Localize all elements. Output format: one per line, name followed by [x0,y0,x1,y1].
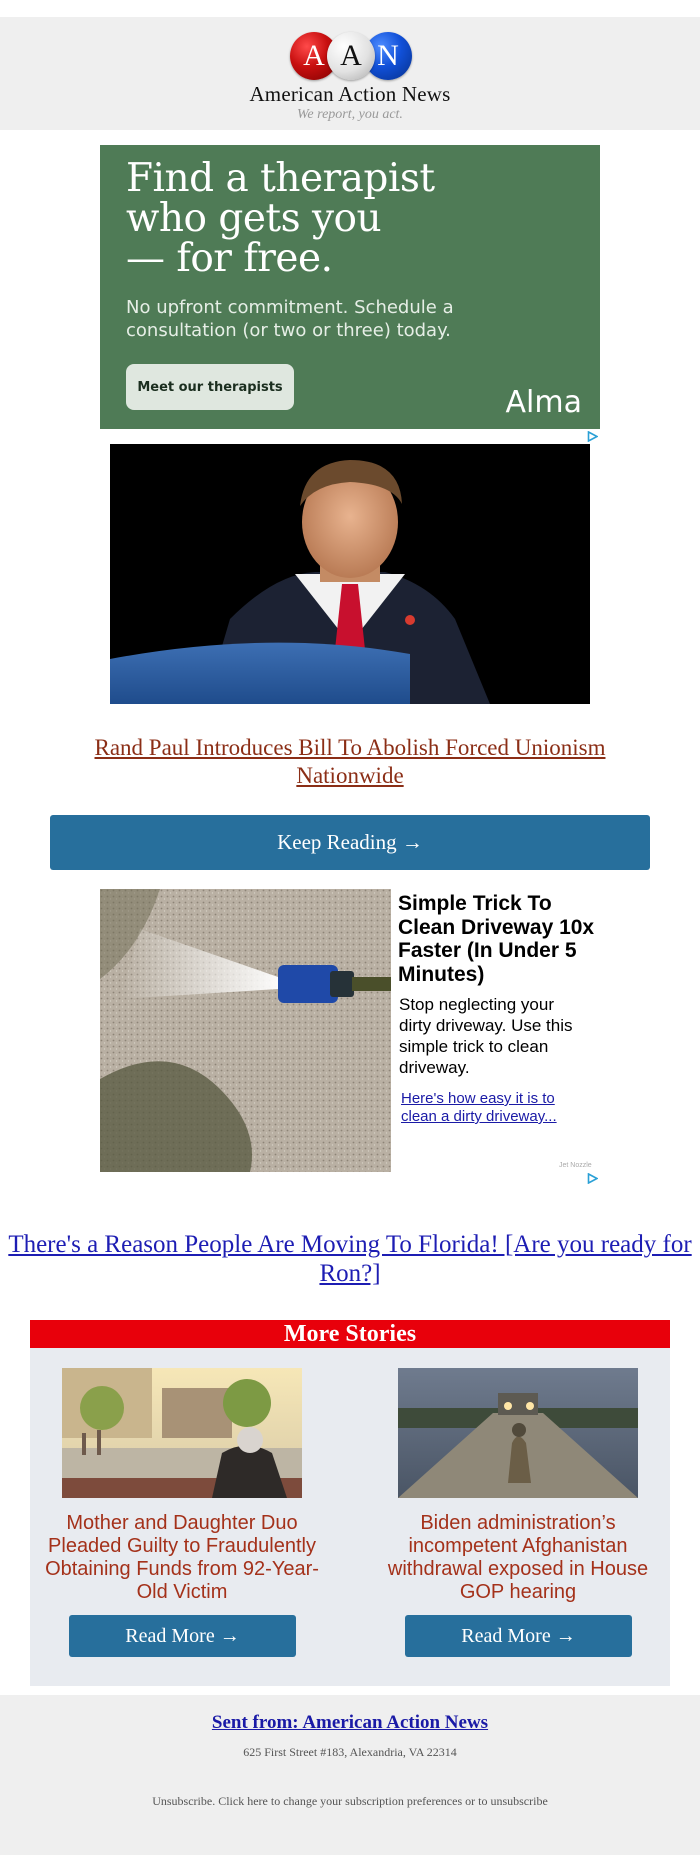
florida-promo-link[interactable]: There's a Reason People Are Moving To Florida! [Are you ready for Ron?] [8,1231,692,1287]
therapist-ad-banner[interactable] [100,145,600,429]
soldier-road-illustration [398,1368,638,1498]
brand-tagline: We report, you act. [297,107,403,122]
elderly-street-illustration [62,1368,302,1498]
footer-address: 625 First Street #183, Alexandria, VA 22314 [243,1745,457,1759]
logo-letter-a-white: A [327,32,375,80]
meet-therapists-button[interactable]: Meet our therapists [126,364,294,410]
adchoices-icon[interactable] [587,431,598,442]
logo-letter-n-blue: N [364,32,412,80]
more-stories-heading: More Stories [30,1320,670,1348]
adchoices-icon[interactable] [587,1173,598,1184]
driveway-ad-source: Jet Nozzle [559,1162,592,1169]
keep-reading-button[interactable]: Keep Reading → [50,815,650,870]
driveway-ad-title[interactable]: Simple Trick To Clean Driveway 10x Faster (In Under 5 Minutes) [398,892,595,986]
alma-logo: Alma [505,385,582,420]
story-title-link[interactable]: Biden administration’s incompetent Afghanistan withdrawal exposed in House GOP hearing [387,1512,649,1603]
driveway-ad-link[interactable]: Here's how easy it is to clean a dirty driveway... [401,1090,557,1125]
rand-paul-photo[interactable] [110,444,590,704]
hero-illustration [110,444,590,704]
brand-name: American Action News [249,82,451,106]
therapist-ad-headline: Find a therapist who gets you — for free. [126,156,435,281]
driveway-ad-body: Stop neglecting your dirty driveway. Use this simple trick to clean driveway. [399,995,573,1077]
logo-letter-a-red: A [290,32,338,80]
driveway-ad-image[interactable] [100,889,391,1172]
article-headline-link[interactable]: Rand Paul Introduces Bill To Abolish Forced Unionism Nationwide [94,735,606,788]
sent-from-link[interactable]: Sent from: American Action News [211,1712,489,1733]
read-more-button[interactable]: Read More → [69,1615,296,1657]
story-title-link[interactable]: Mother and Daughter Duo Pleaded Guilty to Fraudulently Obtaining Funds from 92-Year-Old Victim [45,1512,319,1603]
read-more-button[interactable]: Read More → [405,1615,632,1657]
therapist-ad-subtext: No upfront commitment. Schedule a consultation (or two or three) today. [126,297,454,341]
story-image-elderly[interactable] [62,1368,302,1498]
unsubscribe-link[interactable]: Unsubscribe. Click here to change your subscription preferences or to unsubscribe [152,1794,548,1808]
story-image-afghanistan[interactable] [398,1368,638,1498]
aan-logo[interactable] [290,32,412,80]
pressure-washer-illustration [100,889,391,1172]
